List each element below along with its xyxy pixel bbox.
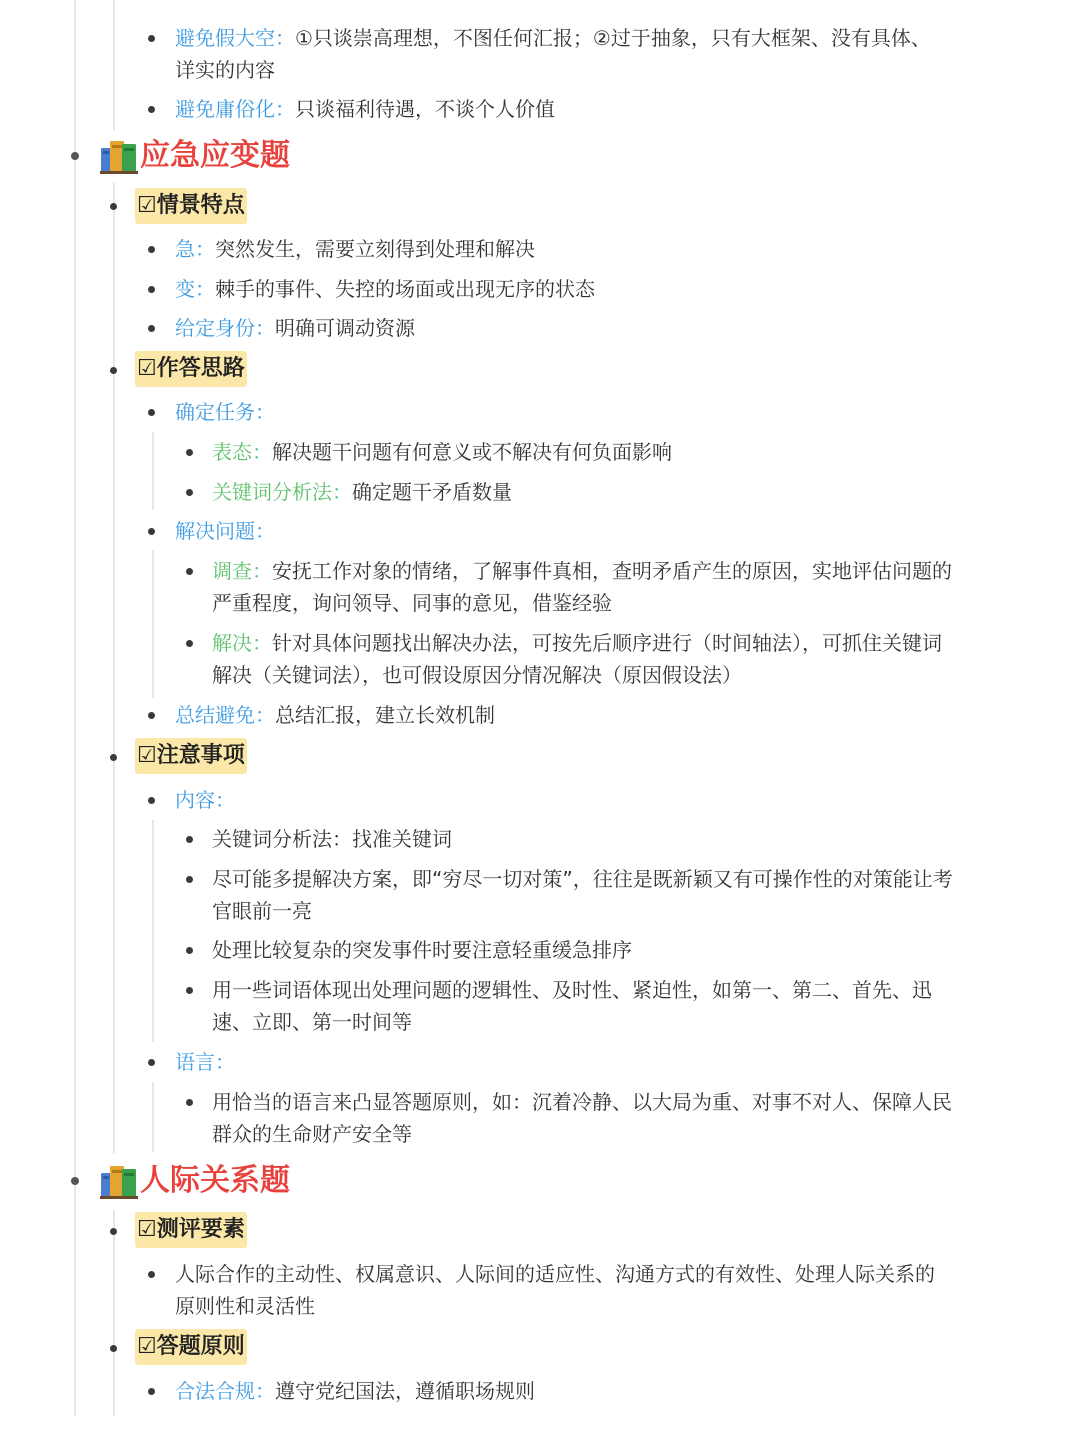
list-bullet [148, 286, 155, 293]
section-bullet [71, 1177, 79, 1185]
list-item-label: 内容： [175, 788, 235, 812]
list-item: 处理比较复杂的突发事件时要注意轻重缓急排序 [212, 938, 632, 962]
list-bullet [110, 367, 117, 374]
item-label: 急： [175, 237, 215, 261]
list-bullet [148, 1388, 155, 1395]
list-bullet [148, 1271, 155, 1278]
item-text: 突然发生，需要立刻得到处理和解决 [215, 237, 535, 261]
list-item [175, 1375, 535, 1408]
list-item: 用一些词语体现出处理问题的逻辑性、及时性、紧迫性，如第一、第二、首先、迅 [212, 978, 932, 1002]
list-bullet [186, 489, 193, 496]
item-label: 调查： [212, 559, 272, 583]
list-item [175, 22, 931, 55]
list-bullet [148, 528, 155, 535]
subsection-heading: ☑答题原则 [135, 1329, 247, 1365]
list-item [212, 555, 952, 588]
list-bullet [110, 1228, 117, 1235]
list-bullet [110, 1345, 117, 1352]
list-item: 尽可能多提解决方案，即“穷尽一切对策”，往往是既新颖又有可操作性的对策能让考 [212, 867, 953, 891]
section-bullet [71, 152, 79, 160]
item-text: 总结汇报，建立长效机制 [275, 703, 495, 727]
list-item [175, 699, 495, 732]
list-bullet [110, 754, 117, 761]
list-item [212, 627, 942, 660]
outline-guide-level2 [113, 183, 115, 1153]
list-item [175, 233, 535, 266]
list-bullet [186, 640, 193, 647]
list-bullet [110, 203, 117, 210]
item-text: 解决题干问题有何意义或不解决有何负面影响 [272, 440, 672, 464]
list-item: 人际合作的主动性、权属意识、人际间的适应性、沟通方式的有效性、处理人际关系的 [175, 1262, 935, 1286]
list-item-continuation: 官眼前一亮 [212, 899, 312, 923]
subsection-heading: ☑注意事项 [135, 738, 247, 774]
list-item [175, 93, 555, 126]
item-label: 避免庸俗化： [175, 97, 295, 121]
list-item-continuation: 解决（关键词法），也可假设原因分情况解决（原因假设法） [212, 663, 742, 687]
subsection-heading: ☑作答思路 [135, 351, 247, 387]
item-text: 只谈福利待遇，不谈个人价值 [295, 97, 555, 121]
list-bullet [148, 409, 155, 416]
item-text: 棘手的事件、失控的场面或出现无序的状态 [215, 277, 595, 301]
item-label: 解决： [212, 631, 272, 655]
list-bullet [148, 325, 155, 332]
item-label: 关键词分析法： [212, 480, 352, 504]
outline-guide-level3 [152, 820, 154, 1042]
item-label: 表态： [212, 440, 272, 464]
list-bullet [148, 1059, 155, 1066]
list-item-label: 语言： [175, 1050, 235, 1074]
outline-guide-level3 [152, 550, 154, 698]
outline-guide-level3 [152, 1082, 154, 1152]
section-title: 人际关系题 [140, 1163, 290, 1198]
list-bullet [148, 712, 155, 719]
list-bullet [186, 987, 193, 994]
item-text: 安抚工作对象的情绪，了解事件真相，查明矛盾产生的原因，实地评估问题的 [272, 559, 952, 583]
list-item-continuation: 原则性和灵活性 [175, 1294, 315, 1318]
item-text: 遵守党纪国法，遵循职场规则 [275, 1379, 535, 1403]
list-item [212, 476, 512, 509]
list-bullet [186, 568, 193, 575]
list-item-continuation: 速、立即、第一时间等 [212, 1010, 412, 1034]
section-title: 应急应变题 [140, 138, 290, 173]
list-bullet [148, 35, 155, 42]
list-bullet [186, 876, 193, 883]
item-label: 合法合规： [175, 1379, 275, 1403]
outline-guide-level1 [74, 0, 76, 1416]
item-text: 明确可调动资源 [275, 316, 415, 340]
list-bullet [148, 797, 155, 804]
list-item-continuation: 严重程度，询问领导、同事的意见，借鉴经验 [212, 591, 612, 615]
item-text: ①只谈崇高理想，不图任何汇报；②过于抽象，只有大框架、没有具体、 [295, 26, 931, 50]
list-item [212, 436, 672, 469]
list-bullet [186, 836, 193, 843]
books-icon [100, 138, 138, 174]
list-item [175, 312, 415, 345]
list-bullet [186, 947, 193, 954]
subsection-heading: ☑测评要素 [135, 1212, 247, 1248]
subsection-heading: ☑情景特点 [135, 188, 247, 224]
item-text: 针对具体问题找出解决办法，可按先后顺序进行（时间轴法），可抓住关键词 [272, 631, 942, 655]
books-icon [100, 1163, 138, 1199]
list-bullet [148, 106, 155, 113]
outline-guide-level2 [113, 1210, 115, 1416]
list-item-continuation: 详实的内容 [175, 58, 275, 82]
item-label: 总结避免： [175, 703, 275, 727]
list-bullet [186, 449, 193, 456]
list-item: 用恰当的语言来凸显答题原则，如：沉着冷静、以大局为重、对事不对人、保障人民 [212, 1090, 952, 1114]
outline-guide-level3 [152, 432, 154, 510]
list-bullet [186, 1099, 193, 1106]
list-item-continuation: 群众的生命财产安全等 [212, 1122, 412, 1146]
list-item [175, 273, 595, 306]
list-item: 关键词分析法：找准关键词 [212, 827, 452, 851]
item-label: 变： [175, 277, 215, 301]
list-item-label: 确定任务： [175, 400, 275, 424]
item-label: 避免假大空： [175, 26, 295, 50]
outline-guide-level2 [113, 0, 115, 130]
list-item-label: 解决问题： [175, 519, 275, 543]
list-bullet [148, 246, 155, 253]
item-label: 给定身份： [175, 316, 275, 340]
item-text: 确定题干矛盾数量 [352, 480, 512, 504]
